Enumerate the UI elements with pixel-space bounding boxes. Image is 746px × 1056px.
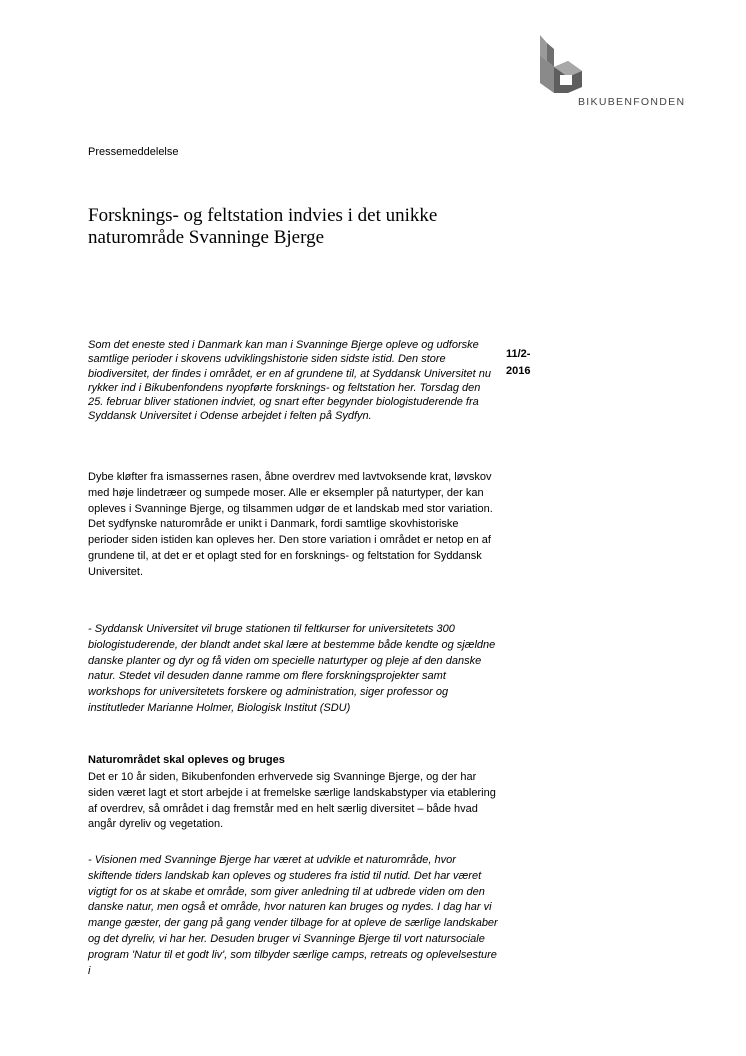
page-title: Forsknings- og feltstation indvies i det unikke naturområde Svanninge Bjerge [88,205,438,248]
quote-paragraph-2: - Visionen med Svanninge Bjerge har været at udvikle et naturområde, hvor skiftende tiders landskab kan opleves og studeres fra istid til nutid. Det har været vigtigt for os at skabe et område, som giver anledning til at udbrede viden om den danske natur, men også et område, hvor naturen kan bruges og nydes. I dag har vi mange gæster, der gang på gang vender tilbage for at opleve de særlige landskaber og det dyreliv, vi har her. Desuden bruger vi Svanninge Bjerge til vort natursociale program 'Natur til et godt liv', som tilbyder særlige camps, retreats og oplevelsesture i [88,854,498,977]
body-paragraph-1: Dybe kløfter fra ismassernes rasen, åbne overdrev med lavtvoksende krat, løvskov med høje lindetræer og sumpede moser. Alle er eksempler på naturtyper, der kan opleves i Svanninge Bjerge, og tilsammen udgør de et landskab med stor variation. Det sydfynske naturområde er unikt i Danmark, fordi samtlige skovhistoriske perioder siden istiden kan opleves her. Den store variation i området er netop en af grundene til, at det er et oplagt sted for en forsknings- og feltstation for Syddansk Universitet. [88,471,493,578]
lead-paragraph: Som det eneste sted i Danmark kan man i Svanninge Bjerge opleve og udforske samtlige perioder i skovens udviklingshistorie siden sidste istid. Den store biodiversitet, der findes i området, er en af grundene til, at Syddansk Universitet nu rykker ind i Bikubenfondens nyopførte forsknings- og feltstation her. Torsdag den 25. februar bliver stationen indviet, og snart efter begynder biologistuderende fra Syddansk Universitet i Odense arbejdet i felten på Sydfyn. [88,339,491,423]
section-heading: Naturområdet skal opleves og bruges [88,754,285,766]
body-paragraph-2: Det er 10 år siden, Bikubenfonden erhvervede sig Svanninge Bjerge, og der har siden været lagt et stort arbejde i at fremelske særlige landskabstyper via etablering af overdrev, så området i dag fremstår med en helt særlig diversitet – både hvad angår dyreliv og vegetation. [88,771,496,831]
bikubenfonden-logo [538,35,698,115]
document-type-label: Pressemeddelelse [88,146,179,158]
logo-wordmark: BIKUBENFONDEN [578,96,686,108]
logo-mark-icon [538,35,588,95]
release-date: 11/2-2016 [506,348,531,377]
quote-paragraph-1: - Syddansk Universitet vil bruge stationen til feltkurser for universitetets 300 biologistuderende, der blandt andet skal lære at bestemme både kendte og sjældne danske planter og dyr og få viden om specielle naturtyper og pleje af den danske natur. Stedet vil desuden danne ramme om flere forskningsprojekter samt workshops for universitetets forskere og administration, siger professor og institutleder Marianne Holmer, Biologisk Institut (SDU) [88,623,496,714]
